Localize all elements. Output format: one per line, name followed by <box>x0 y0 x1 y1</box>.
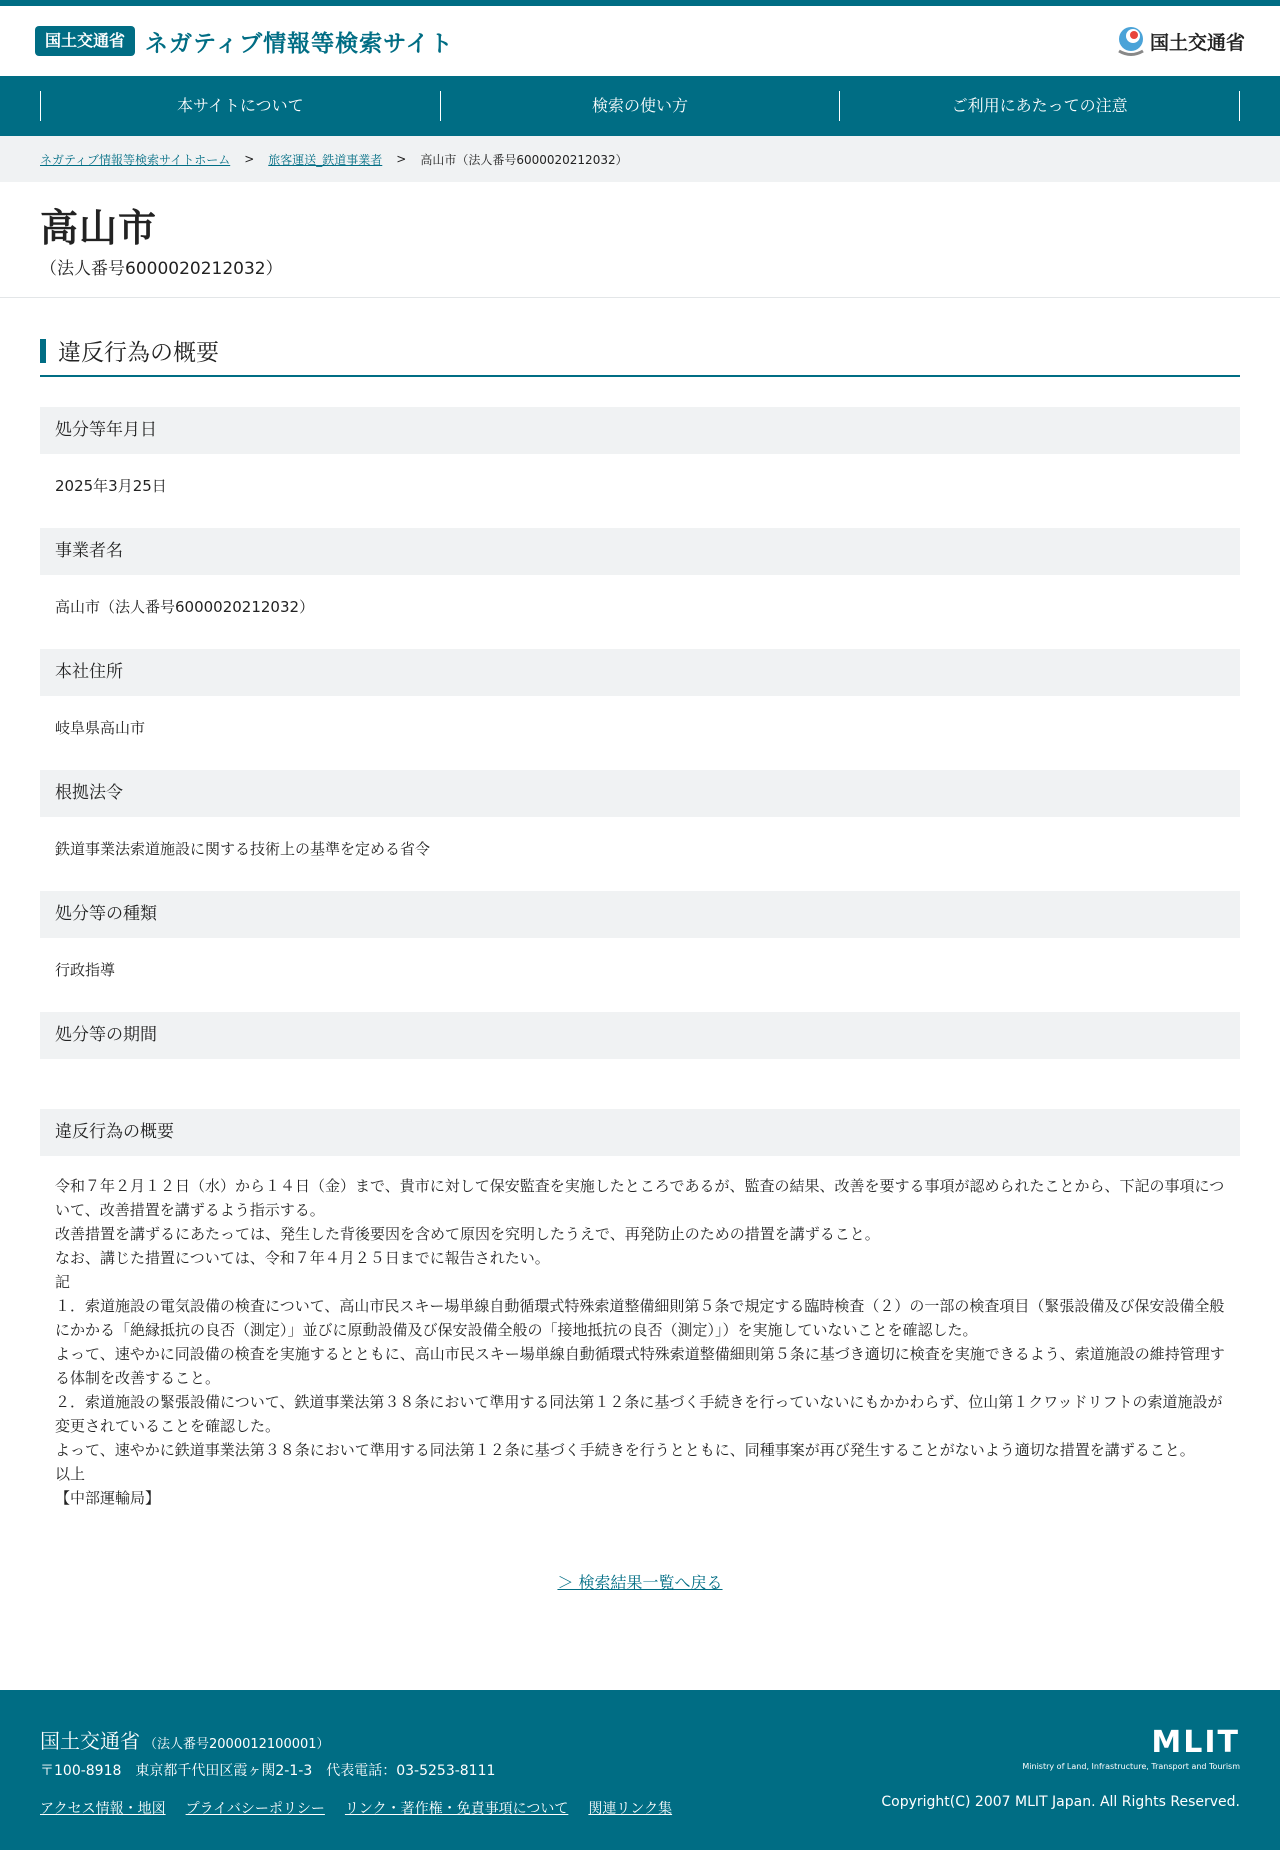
field-label: 事業者名 <box>40 528 1240 575</box>
site-brand[interactable] <box>35 25 454 58</box>
ministry-emblem-icon <box>1116 25 1146 57</box>
ministry-badge: 国土交通省 <box>35 26 135 56</box>
back-link-wrap <box>40 1570 1240 1593</box>
section-heading-bar <box>40 339 46 363</box>
section-heading <box>40 334 1240 377</box>
field-legal-basis <box>40 770 1240 891</box>
footer-corp-number: （法人番号2000012100001） <box>144 1737 330 1752</box>
field-disposition-period <box>40 1012 1240 1109</box>
summary-line: 記 <box>55 1273 71 1291</box>
global-nav <box>0 76 1280 136</box>
field-disposition-date <box>40 407 1240 528</box>
breadcrumb-home-link[interactable]: ネガティブ情報等検索サイトホーム <box>40 152 231 167</box>
footer-link-access[interactable]: アクセス情報・地図 <box>40 1801 166 1817</box>
breadcrumb-separator: > <box>244 152 255 166</box>
field-label: 処分等の種類 <box>40 891 1240 938</box>
field-head-office-address <box>40 649 1240 770</box>
site-title[interactable]: ネガティブ情報等検索サイト <box>145 30 454 57</box>
field-label: 本社住所 <box>40 649 1240 696</box>
field-value: 行政指導 <box>55 961 116 979</box>
field-value: 高山市（法人番号6000020212032） <box>55 598 315 616</box>
breadcrumb <box>0 136 1280 182</box>
summary-line: 改善措置を講ずるにあたっては、発生した背後要因を含めて原因を究明したうえで、再発防止のための措置を講ずること。 <box>55 1225 880 1243</box>
footer-link-privacy[interactable]: プライバシーポリシー <box>185 1801 325 1817</box>
breadcrumb-category-link[interactable]: 旅客運送_鉄道事業者 <box>268 152 383 167</box>
summary-body <box>40 1156 1240 1510</box>
field-violation-summary <box>40 1109 1240 1510</box>
field-value: 2025年3月25日 <box>55 477 167 495</box>
back-to-results-link[interactable]: ＞ 検索結果一覧へ戻る <box>557 1573 723 1592</box>
field-label: 処分等の期間 <box>40 1012 1240 1059</box>
ministry-logo-text: 国土交通省 <box>1149 31 1245 54</box>
footer-address: 〒100-8918 東京都千代田区霞ヶ関2-1-3 代表電話：03-5253-8111 <box>40 1763 496 1779</box>
field-value: 鉄道事業法索道施設に関する技術上の基準を定める省令 <box>55 840 431 858</box>
footer-link-related[interactable]: 関連リンク集 <box>588 1801 673 1817</box>
site-footer <box>0 1690 1280 1850</box>
field-label: 根拠法令 <box>40 770 1240 817</box>
field-label: 違反行為の概要 <box>40 1109 1240 1156</box>
field-business-name <box>40 528 1240 649</box>
summary-line: よって、速やかに鉄道事業法第３８条において準用する同法第１２条に基づく手続きを行うとともに、同種事案が再び発生することがないよう適切な措置を講ずること。 <box>55 1441 1195 1459</box>
breadcrumb-current: 高山市（法人番号6000020212032） <box>420 152 628 167</box>
summary-line: なお、講じた措置については、令和７年４月２５日までに報告されたい。 <box>55 1249 550 1267</box>
nav-item-notes[interactable]: ご利用にあたっての注意 <box>839 91 1240 121</box>
summary-line: 以上 <box>55 1465 86 1483</box>
breadcrumb-separator: > <box>396 152 407 166</box>
summary-line: １．索道施設の電気設備の検査について、高山市民スキー場単線自動循環式特殊索道整備細則第５条で規定する臨時検査（２）の一部の検査項目（緊張設備及び保安設備全般にかかる「絶縁抵抗の良否（測定）」並びに原動設備及び保安設備全般の「接地抵抗の良否（測定）」）を実施していないことを確認した。 <box>55 1297 1225 1339</box>
mlit-logo-text: MLIT <box>1151 1725 1240 1760</box>
field-value <box>40 1059 1240 1109</box>
summary-line: 令和７年２月１２日（水）から１４日（金）まで、貴市に対して保安監査を実施したところであるが、監査の結果、改善を要する事項が認められたことから、下記の事項について、改善措置を講ずるよう指示する。 <box>55 1177 1225 1219</box>
ministry-logo[interactable] <box>1116 25 1245 57</box>
nav-item-about[interactable]: 本サイトについて <box>40 91 440 121</box>
nav-item-how-to-search[interactable]: 検索の使い方 <box>440 91 840 121</box>
footer-link-copyright[interactable]: リンク・著作権・免責事項について <box>344 1801 569 1817</box>
page-head <box>0 182 1280 298</box>
summary-line: よって、速やかに同設備の検査を実施するとともに、高山市民スキー場単線自動循環式特殊索道整備細則第５条に基づき適切に検査を実施できるよう、索道施設の維持管理する体制を改善すること。 <box>55 1345 1225 1387</box>
summary-line: ２．索道施設の緊張設備について、鉄道事業法第３８条において準用する同法第１２条に基づく手続きを行っていないにもかかわらず、位山第１クワッドリフトの索道施設が変更されていることを確認した。 <box>55 1393 1223 1435</box>
section-heading-text: 違反行為の概要 <box>58 340 219 366</box>
page-title: 高山市 <box>40 206 158 250</box>
footer-mlit-logo <box>1022 1725 1240 1771</box>
summary-line: 【中部運輸局】 <box>55 1489 161 1507</box>
field-label: 処分等年月日 <box>40 407 1240 454</box>
main-content <box>0 298 1280 1593</box>
site-header <box>0 6 1280 76</box>
mlit-tagline: Ministry of Land, Infrastructure, Transport and Tourism <box>1022 1762 1240 1771</box>
corp-number: （法人番号6000020212032） <box>40 259 283 279</box>
footer-name-text: 国土交通省 <box>40 1729 140 1753</box>
field-value: 岐阜県高山市 <box>55 719 146 737</box>
copyright: Copyright(C) 2007 MLIT Japan. All Rights Reserved. <box>881 1794 1240 1810</box>
field-disposition-type <box>40 891 1240 1012</box>
